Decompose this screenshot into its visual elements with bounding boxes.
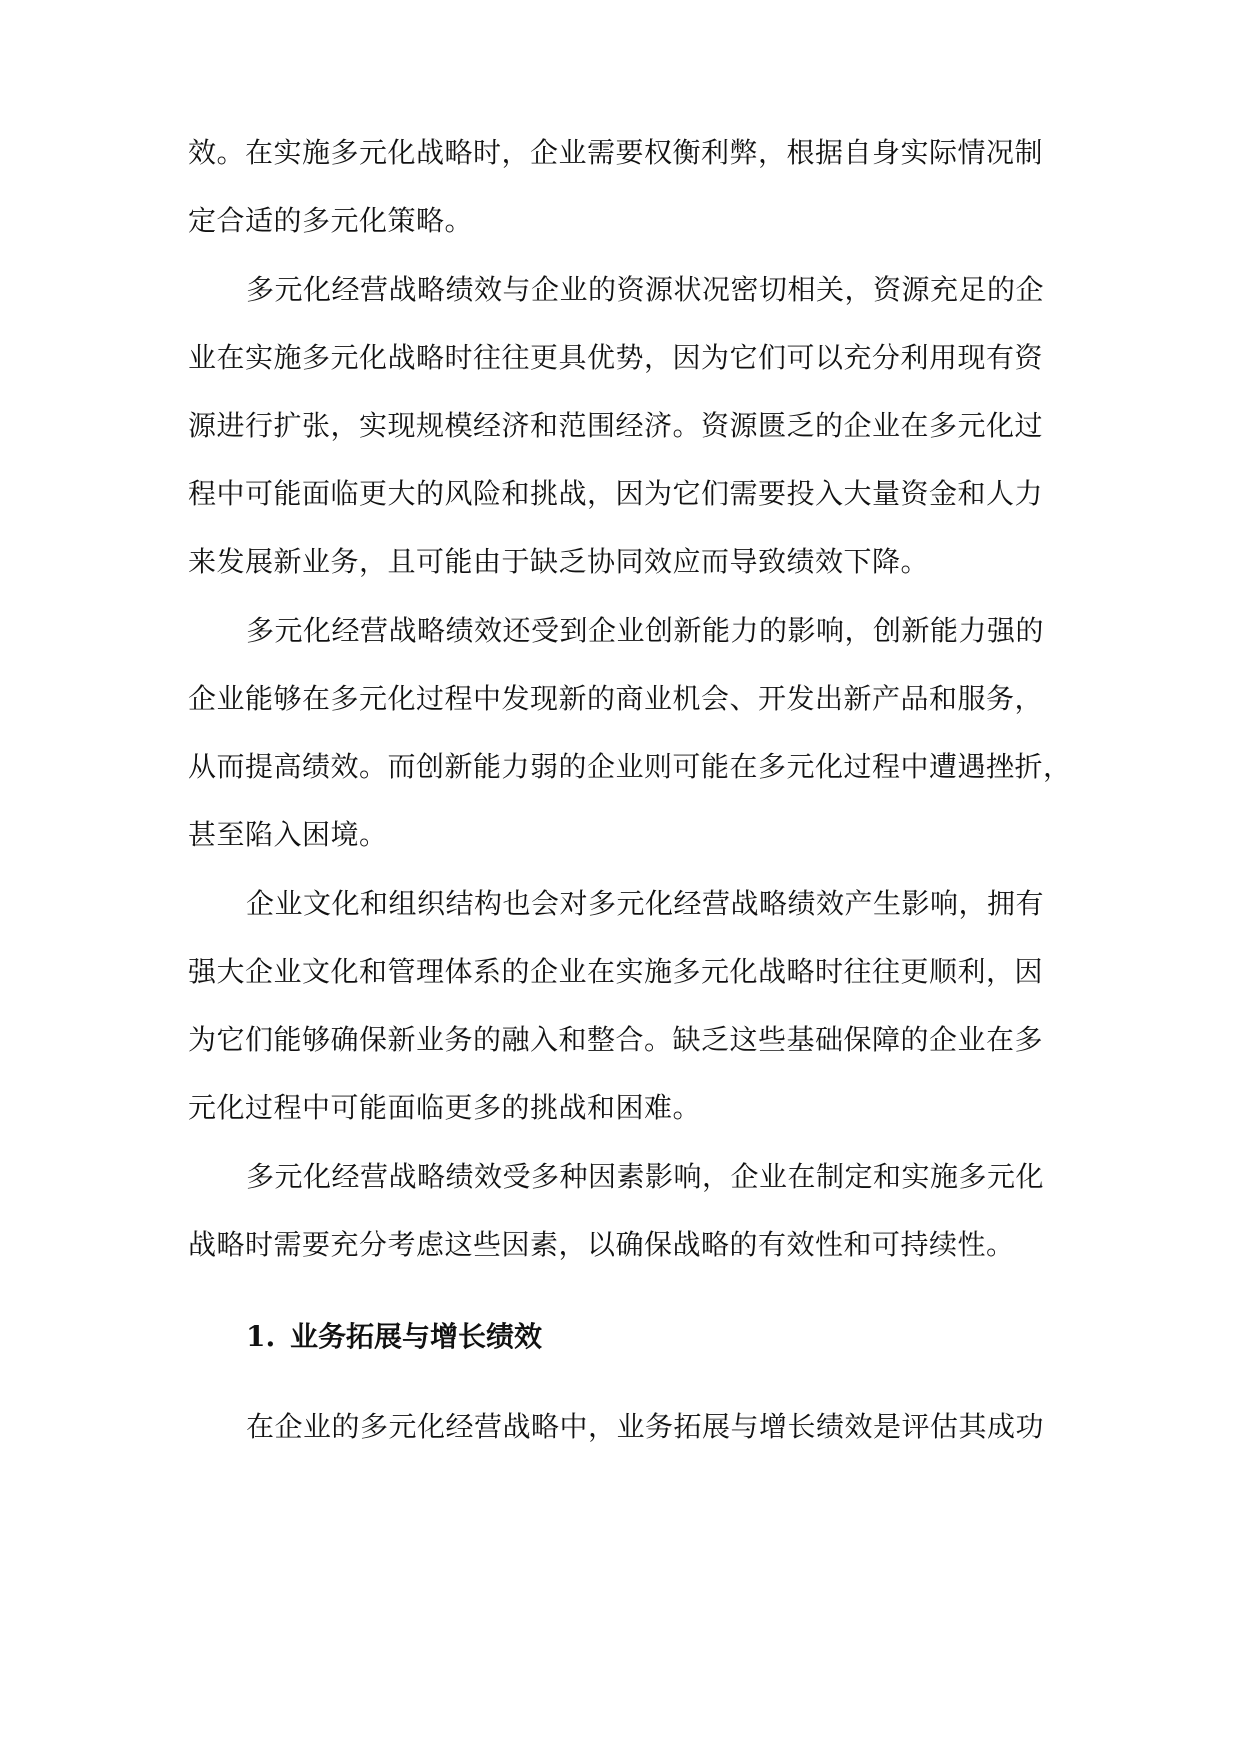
text-line: 业在实施多元化战略时往往更具优势，因为它们可以充分利用现有资	[188, 341, 1044, 374]
text-line: 定合适的多元化策略。	[188, 204, 474, 237]
text-line: 为它们能够确保新业务的融入和整合。缺乏这些基础保障的企业在多	[188, 1023, 1044, 1056]
text-line: 元化过程中可能面临更多的挑战和困难。	[188, 1091, 702, 1124]
text-line: 甚至陷入困境。	[188, 818, 388, 851]
paragraph-start-line: 企业文化和组织结构也会对多元化经营战略绩效产生影响，拥有	[246, 887, 1045, 920]
paragraph-start-line: 多元化经营战略绩效与企业的资源状况密切相关，资源充足的企	[246, 273, 1045, 306]
paragraph-start-line: 多元化经营战略绩效还受到企业创新能力的影响，创新能力强的	[246, 614, 1045, 647]
text-line: 战略时需要充分考虑这些因素，以确保战略的有效性和可持续性。	[188, 1228, 1015, 1261]
section-heading	[246, 1317, 542, 1357]
text-line: 程中可能面临更大的风险和挑战，因为它们需要投入大量资金和人力	[188, 477, 1044, 510]
paragraph-start-line: 多元化经营战略绩效受多种因素影响，企业在制定和实施多元化	[246, 1160, 1045, 1193]
paragraph-start-line: 在企业的多元化经营战略中，业务拓展与增长绩效是评估其成功	[246, 1410, 1045, 1443]
text-line: 来发展新业务，且可能由于缺乏协同效应而导致绩效下降。	[188, 545, 930, 578]
section-heading-number: 1.	[246, 1320, 276, 1353]
text-line: 从而提高绩效。而创新能力弱的企业则可能在多元化过程中遭遇挫折，	[188, 750, 1072, 783]
text-line: 企业能够在多元化过程中发现新的商业机会、开发出新产品和服务，	[188, 682, 1044, 715]
text-line: 源进行扩张，实现规模经济和范围经济。资源匮乏的企业在多元化过	[188, 409, 1044, 442]
text-line: 强大企业文化和管理体系的企业在实施多元化战略时往往更顺利，因	[188, 955, 1044, 988]
text-line: 效。在实施多元化战略时，企业需要权衡利弊，根据自身实际情况制	[188, 136, 1044, 169]
section-heading-title: 业务拓展与增长绩效	[290, 1320, 543, 1353]
